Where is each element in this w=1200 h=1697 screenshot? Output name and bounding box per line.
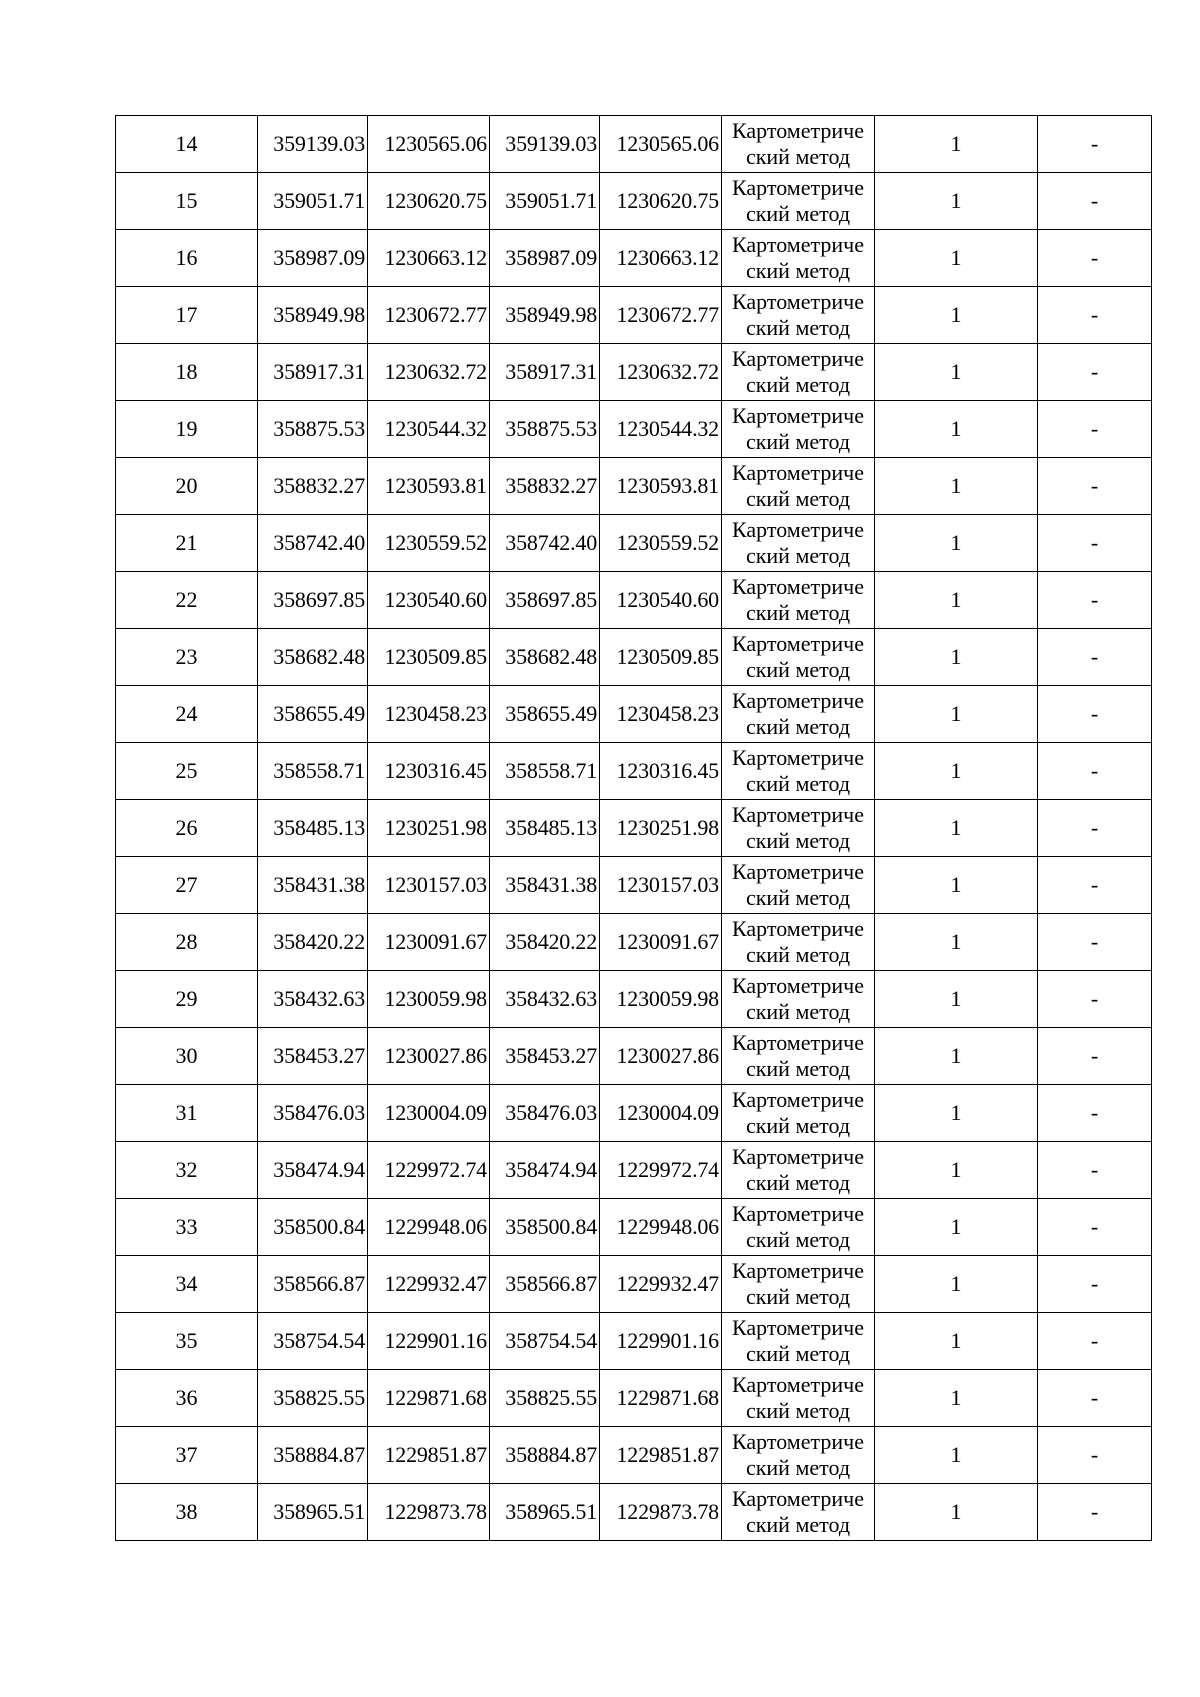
method-cell xyxy=(722,1256,875,1313)
method-text-line1: Картометриче xyxy=(732,1372,864,1397)
method-text-line2: ский метод xyxy=(745,372,851,397)
existing-y-cell: 1230593.81 xyxy=(368,458,490,515)
method-text-line1: Картометриче xyxy=(732,175,864,200)
table-row xyxy=(116,1028,1152,1085)
method-cell xyxy=(722,1199,875,1256)
note-cell: - xyxy=(1038,1085,1152,1142)
method-text-line1: Картометриче xyxy=(732,1201,864,1226)
existing-x-cell: 358432.63 xyxy=(258,971,368,1028)
point-number-cell: 16 xyxy=(116,230,258,287)
method-cell xyxy=(722,458,875,515)
existing-y-cell: 1230004.09 xyxy=(368,1085,490,1142)
point-number-cell: 17 xyxy=(116,287,258,344)
existing-y-cell: 1229972.74 xyxy=(368,1142,490,1199)
accuracy-cell: 1 xyxy=(875,629,1038,686)
method-text-line2: ский метод xyxy=(745,429,851,454)
method-text-line2: ский метод xyxy=(745,315,851,340)
method-text-line1: Картометриче xyxy=(732,232,864,257)
accuracy-cell: 1 xyxy=(875,1484,1038,1541)
table-row xyxy=(116,1256,1152,1313)
method-text-line2: ский метод xyxy=(745,486,851,511)
method-text-line2: ский метод xyxy=(745,1113,851,1138)
existing-x-cell: 358825.55 xyxy=(258,1370,368,1427)
accuracy-cell: 1 xyxy=(875,344,1038,401)
existing-x-cell: 358566.87 xyxy=(258,1256,368,1313)
point-number-cell: 23 xyxy=(116,629,258,686)
accuracy-cell: 1 xyxy=(875,857,1038,914)
existing-y-cell: 1230565.06 xyxy=(368,116,490,173)
refined-y-cell: 1230509.85 xyxy=(600,629,722,686)
method-cell xyxy=(722,572,875,629)
method-text-line1: Картометриче xyxy=(732,859,864,884)
table-row xyxy=(116,743,1152,800)
existing-x-cell: 358420.22 xyxy=(258,914,368,971)
existing-x-cell: 358987.09 xyxy=(258,230,368,287)
accuracy-cell: 1 xyxy=(875,1142,1038,1199)
method-cell xyxy=(722,230,875,287)
method-text-line1: Картометриче xyxy=(732,631,864,656)
method-text-line2: ский метод xyxy=(745,144,851,169)
refined-x-cell: 358655.49 xyxy=(490,686,600,743)
table-row xyxy=(116,458,1152,515)
accuracy-cell: 1 xyxy=(875,800,1038,857)
method-cell xyxy=(722,971,875,1028)
method-text-line2: ский метод xyxy=(745,942,851,967)
method-text-line1: Картометриче xyxy=(732,1258,864,1283)
note-cell: - xyxy=(1038,116,1152,173)
refined-x-cell: 358697.85 xyxy=(490,572,600,629)
note-cell: - xyxy=(1038,800,1152,857)
existing-y-cell: 1230544.32 xyxy=(368,401,490,458)
note-cell: - xyxy=(1038,173,1152,230)
accuracy-cell: 1 xyxy=(875,1085,1038,1142)
note-cell: - xyxy=(1038,230,1152,287)
table-row xyxy=(116,515,1152,572)
note-cell: - xyxy=(1038,1142,1152,1199)
existing-y-cell: 1229873.78 xyxy=(368,1484,490,1541)
method-cell xyxy=(722,1484,875,1541)
method-cell xyxy=(722,344,875,401)
table-row xyxy=(116,971,1152,1028)
table-row xyxy=(116,173,1152,230)
method-text-line2: ский метод xyxy=(745,1398,851,1423)
refined-x-cell: 358949.98 xyxy=(490,287,600,344)
method-cell xyxy=(722,287,875,344)
refined-x-cell: 358825.55 xyxy=(490,1370,600,1427)
note-cell: - xyxy=(1038,857,1152,914)
accuracy-cell: 1 xyxy=(875,1427,1038,1484)
existing-x-cell: 358682.48 xyxy=(258,629,368,686)
method-text-line2: ский метод xyxy=(745,999,851,1024)
existing-x-cell: 359139.03 xyxy=(258,116,368,173)
existing-y-cell: 1230540.60 xyxy=(368,572,490,629)
note-cell: - xyxy=(1038,1484,1152,1541)
refined-y-cell: 1230565.06 xyxy=(600,116,722,173)
note-cell: - xyxy=(1038,515,1152,572)
refined-y-cell: 1230458.23 xyxy=(600,686,722,743)
accuracy-cell: 1 xyxy=(875,173,1038,230)
accuracy-cell: 1 xyxy=(875,971,1038,1028)
existing-x-cell: 358965.51 xyxy=(258,1484,368,1541)
method-cell xyxy=(722,857,875,914)
note-cell: - xyxy=(1038,1199,1152,1256)
existing-x-cell: 358875.53 xyxy=(258,401,368,458)
existing-x-cell: 358949.98 xyxy=(258,287,368,344)
table-row xyxy=(116,1484,1152,1541)
table-row xyxy=(116,344,1152,401)
refined-x-cell: 358987.09 xyxy=(490,230,600,287)
accuracy-cell: 1 xyxy=(875,1313,1038,1370)
refined-y-cell: 1230157.03 xyxy=(600,857,722,914)
method-text-line2: ский метод xyxy=(745,1341,851,1366)
accuracy-cell: 1 xyxy=(875,401,1038,458)
refined-y-cell: 1230540.60 xyxy=(600,572,722,629)
refined-y-cell: 1229972.74 xyxy=(600,1142,722,1199)
method-cell xyxy=(722,1142,875,1199)
point-number-cell: 33 xyxy=(116,1199,258,1256)
point-number-cell: 14 xyxy=(116,116,258,173)
point-number-cell: 15 xyxy=(116,173,258,230)
method-text-line1: Картометриче xyxy=(732,289,864,314)
method-text-line2: ский метод xyxy=(745,1056,851,1081)
note-cell: - xyxy=(1038,1313,1152,1370)
table-row xyxy=(116,230,1152,287)
table-row xyxy=(116,686,1152,743)
point-number-cell: 19 xyxy=(116,401,258,458)
accuracy-cell: 1 xyxy=(875,914,1038,971)
accuracy-cell: 1 xyxy=(875,686,1038,743)
table-row xyxy=(116,1085,1152,1142)
refined-y-cell: 1230559.52 xyxy=(600,515,722,572)
accuracy-cell: 1 xyxy=(875,1028,1038,1085)
table-row xyxy=(116,1142,1152,1199)
note-cell: - xyxy=(1038,743,1152,800)
method-text-line1: Картометриче xyxy=(732,1429,864,1454)
point-number-cell: 26 xyxy=(116,800,258,857)
method-text-line1: Картометриче xyxy=(732,916,864,941)
refined-x-cell: 358453.27 xyxy=(490,1028,600,1085)
existing-x-cell: 358485.13 xyxy=(258,800,368,857)
existing-x-cell: 358431.38 xyxy=(258,857,368,914)
existing-x-cell: 358917.31 xyxy=(258,344,368,401)
method-text-line1: Картометриче xyxy=(732,973,864,998)
refined-x-cell: 358558.71 xyxy=(490,743,600,800)
refined-x-cell: 358682.48 xyxy=(490,629,600,686)
existing-y-cell: 1230663.12 xyxy=(368,230,490,287)
refined-x-cell: 358485.13 xyxy=(490,800,600,857)
point-number-cell: 18 xyxy=(116,344,258,401)
existing-y-cell: 1230620.75 xyxy=(368,173,490,230)
point-number-cell: 32 xyxy=(116,1142,258,1199)
refined-x-cell: 358884.87 xyxy=(490,1427,600,1484)
method-text-line1: Картометриче xyxy=(732,1030,864,1055)
method-text-line2: ский метод xyxy=(745,714,851,739)
existing-y-cell: 1229948.06 xyxy=(368,1199,490,1256)
accuracy-cell: 1 xyxy=(875,116,1038,173)
refined-y-cell: 1230091.67 xyxy=(600,914,722,971)
existing-x-cell: 358453.27 xyxy=(258,1028,368,1085)
point-number-cell: 37 xyxy=(116,1427,258,1484)
existing-x-cell: 358474.94 xyxy=(258,1142,368,1199)
method-text-line1: Картометриче xyxy=(732,403,864,428)
refined-y-cell: 1230593.81 xyxy=(600,458,722,515)
method-text-line1: Картометриче xyxy=(732,745,864,770)
accuracy-cell: 1 xyxy=(875,230,1038,287)
existing-y-cell: 1230059.98 xyxy=(368,971,490,1028)
table-row xyxy=(116,116,1152,173)
method-text-line1: Картометриче xyxy=(732,118,864,143)
point-number-cell: 38 xyxy=(116,1484,258,1541)
point-number-cell: 20 xyxy=(116,458,258,515)
table-row xyxy=(116,1427,1152,1484)
refined-y-cell: 1230632.72 xyxy=(600,344,722,401)
table-row xyxy=(116,401,1152,458)
refined-y-cell: 1230620.75 xyxy=(600,173,722,230)
existing-y-cell: 1230632.72 xyxy=(368,344,490,401)
point-number-cell: 22 xyxy=(116,572,258,629)
refined-y-cell: 1230316.45 xyxy=(600,743,722,800)
method-cell xyxy=(722,1427,875,1484)
point-number-cell: 21 xyxy=(116,515,258,572)
refined-x-cell: 358754.54 xyxy=(490,1313,600,1370)
refined-y-cell: 1229932.47 xyxy=(600,1256,722,1313)
method-text-line2: ский метод xyxy=(745,1170,851,1195)
method-cell xyxy=(722,515,875,572)
existing-y-cell: 1230027.86 xyxy=(368,1028,490,1085)
method-cell xyxy=(722,686,875,743)
method-text-line2: ский метод xyxy=(745,1455,851,1480)
refined-x-cell: 358832.27 xyxy=(490,458,600,515)
existing-x-cell: 358655.49 xyxy=(258,686,368,743)
method-text-line2: ский метод xyxy=(745,657,851,682)
method-cell xyxy=(722,1028,875,1085)
refined-y-cell: 1230004.09 xyxy=(600,1085,722,1142)
point-number-cell: 36 xyxy=(116,1370,258,1427)
accuracy-cell: 1 xyxy=(875,515,1038,572)
note-cell: - xyxy=(1038,1370,1152,1427)
method-cell xyxy=(722,629,875,686)
note-cell: - xyxy=(1038,1256,1152,1313)
method-cell xyxy=(722,1370,875,1427)
method-text-line1: Картометриче xyxy=(732,1144,864,1169)
method-text-line1: Картометриче xyxy=(732,460,864,485)
existing-y-cell: 1229932.47 xyxy=(368,1256,490,1313)
existing-x-cell: 359051.71 xyxy=(258,173,368,230)
existing-y-cell: 1230559.52 xyxy=(368,515,490,572)
existing-y-cell: 1229851.87 xyxy=(368,1427,490,1484)
method-text-line2: ский метод xyxy=(745,600,851,625)
accuracy-cell: 1 xyxy=(875,572,1038,629)
accuracy-cell: 1 xyxy=(875,287,1038,344)
refined-x-cell: 359139.03 xyxy=(490,116,600,173)
refined-x-cell: 359051.71 xyxy=(490,173,600,230)
refined-y-cell: 1230544.32 xyxy=(600,401,722,458)
note-cell: - xyxy=(1038,572,1152,629)
point-number-cell: 31 xyxy=(116,1085,258,1142)
refined-y-cell: 1230027.86 xyxy=(600,1028,722,1085)
refined-x-cell: 358500.84 xyxy=(490,1199,600,1256)
existing-x-cell: 358742.40 xyxy=(258,515,368,572)
method-cell xyxy=(722,800,875,857)
method-cell xyxy=(722,173,875,230)
refined-x-cell: 358965.51 xyxy=(490,1484,600,1541)
method-text-line1: Картометриче xyxy=(732,688,864,713)
table-row xyxy=(116,800,1152,857)
existing-x-cell: 358476.03 xyxy=(258,1085,368,1142)
accuracy-cell: 1 xyxy=(875,1370,1038,1427)
method-text-line1: Картометриче xyxy=(732,346,864,371)
point-number-cell: 30 xyxy=(116,1028,258,1085)
point-number-cell: 24 xyxy=(116,686,258,743)
refined-x-cell: 358420.22 xyxy=(490,914,600,971)
note-cell: - xyxy=(1038,1427,1152,1484)
method-cell xyxy=(722,1085,875,1142)
point-number-cell: 28 xyxy=(116,914,258,971)
note-cell: - xyxy=(1038,458,1152,515)
method-text-line1: Картометриче xyxy=(732,802,864,827)
refined-y-cell: 1230059.98 xyxy=(600,971,722,1028)
method-text-line2: ский метод xyxy=(745,885,851,910)
method-cell xyxy=(722,116,875,173)
method-text-line2: ский метод xyxy=(745,543,851,568)
existing-x-cell: 358832.27 xyxy=(258,458,368,515)
accuracy-cell: 1 xyxy=(875,743,1038,800)
method-text-line2: ский метод xyxy=(745,771,851,796)
refined-x-cell: 358474.94 xyxy=(490,1142,600,1199)
note-cell: - xyxy=(1038,344,1152,401)
table-row xyxy=(116,1370,1152,1427)
table-row xyxy=(116,287,1152,344)
method-text-line2: ский метод xyxy=(745,258,851,283)
existing-y-cell: 1230458.23 xyxy=(368,686,490,743)
table-row xyxy=(116,914,1152,971)
note-cell: - xyxy=(1038,914,1152,971)
refined-y-cell: 1229901.16 xyxy=(600,1313,722,1370)
method-text-line2: ский метод xyxy=(745,1284,851,1309)
point-number-cell: 27 xyxy=(116,857,258,914)
note-cell: - xyxy=(1038,971,1152,1028)
point-number-cell: 25 xyxy=(116,743,258,800)
existing-y-cell: 1230672.77 xyxy=(368,287,490,344)
method-text-line2: ский метод xyxy=(745,201,851,226)
point-number-cell: 35 xyxy=(116,1313,258,1370)
table-row xyxy=(116,857,1152,914)
existing-y-cell: 1230316.45 xyxy=(368,743,490,800)
existing-y-cell: 1229871.68 xyxy=(368,1370,490,1427)
existing-y-cell: 1229901.16 xyxy=(368,1313,490,1370)
table-row xyxy=(116,629,1152,686)
refined-x-cell: 358917.31 xyxy=(490,344,600,401)
method-cell xyxy=(722,1313,875,1370)
existing-y-cell: 1230157.03 xyxy=(368,857,490,914)
refined-x-cell: 358742.40 xyxy=(490,515,600,572)
method-text-line1: Картометриче xyxy=(732,574,864,599)
point-number-cell: 34 xyxy=(116,1256,258,1313)
table-row xyxy=(116,1199,1152,1256)
refined-y-cell: 1229873.78 xyxy=(600,1484,722,1541)
method-cell xyxy=(722,914,875,971)
accuracy-cell: 1 xyxy=(875,458,1038,515)
refined-y-cell: 1229851.87 xyxy=(600,1427,722,1484)
existing-x-cell: 358884.87 xyxy=(258,1427,368,1484)
existing-x-cell: 358500.84 xyxy=(258,1199,368,1256)
method-text-line2: ский метод xyxy=(745,1227,851,1252)
refined-x-cell: 358432.63 xyxy=(490,971,600,1028)
refined-y-cell: 1230251.98 xyxy=(600,800,722,857)
existing-y-cell: 1230509.85 xyxy=(368,629,490,686)
note-cell: - xyxy=(1038,1028,1152,1085)
existing-x-cell: 358558.71 xyxy=(258,743,368,800)
method-text-line2: ский метод xyxy=(745,1512,851,1537)
refined-y-cell: 1230672.77 xyxy=(600,287,722,344)
refined-y-cell: 1229871.68 xyxy=(600,1370,722,1427)
note-cell: - xyxy=(1038,629,1152,686)
note-cell: - xyxy=(1038,686,1152,743)
method-text-line1: Картометриче xyxy=(732,517,864,542)
refined-x-cell: 358476.03 xyxy=(490,1085,600,1142)
method-text-line1: Картометриче xyxy=(732,1486,864,1511)
note-cell: - xyxy=(1038,401,1152,458)
refined-x-cell: 358431.38 xyxy=(490,857,600,914)
table-row xyxy=(116,1313,1152,1370)
refined-x-cell: 358875.53 xyxy=(490,401,600,458)
existing-x-cell: 358754.54 xyxy=(258,1313,368,1370)
coordinates-table-body xyxy=(116,116,1152,1541)
note-cell: - xyxy=(1038,287,1152,344)
method-text-line1: Картометриче xyxy=(732,1087,864,1112)
table-row xyxy=(116,572,1152,629)
accuracy-cell: 1 xyxy=(875,1199,1038,1256)
refined-y-cell: 1229948.06 xyxy=(600,1199,722,1256)
coordinates-table xyxy=(115,115,1152,1541)
method-cell xyxy=(722,743,875,800)
existing-x-cell: 358697.85 xyxy=(258,572,368,629)
refined-y-cell: 1230663.12 xyxy=(600,230,722,287)
refined-x-cell: 358566.87 xyxy=(490,1256,600,1313)
method-text-line2: ский метод xyxy=(745,828,851,853)
point-number-cell: 29 xyxy=(116,971,258,1028)
existing-y-cell: 1230251.98 xyxy=(368,800,490,857)
method-cell xyxy=(722,401,875,458)
existing-y-cell: 1230091.67 xyxy=(368,914,490,971)
accuracy-cell: 1 xyxy=(875,1256,1038,1313)
method-text-line1: Картометриче xyxy=(732,1315,864,1340)
